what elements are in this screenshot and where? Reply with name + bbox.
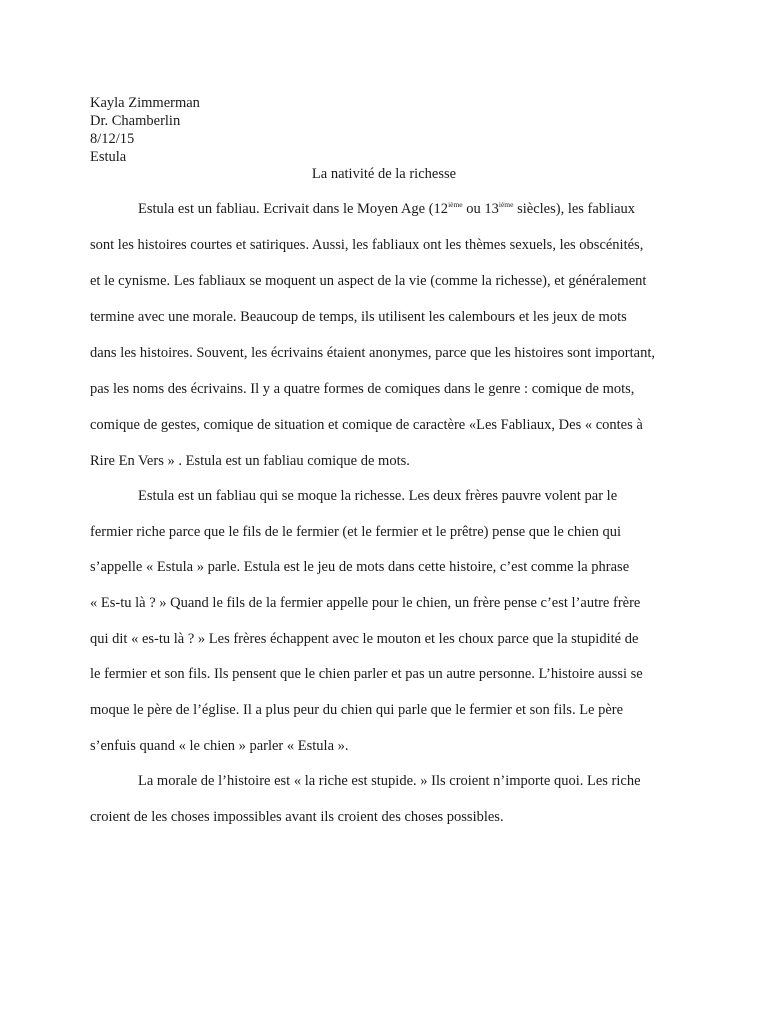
paragraph-line: pas les noms des écrivains. Il y a quatre formes de comiques dans le genre : comique de mots, <box>90 381 635 397</box>
superscript: ième <box>498 200 514 209</box>
paragraph-line: le fermier et son fils. Ils pensent que le chien parler et pas un autre personne. L’histoire aussi se <box>90 666 643 682</box>
paragraph-line: moque le père de l’église. Il a plus peur du chien qui parle que le fermier et son fils. Le père <box>90 702 624 718</box>
paragraph-line: Estula est un fabliau qui se moque la richesse. Les deux frères pauvre volent par le <box>138 488 618 504</box>
date: 8/12/15 <box>90 131 135 147</box>
paragraph-line: fermier riche parce que le fils de le fermier (et le fermier et le prêtre) pense que le chien qui <box>90 524 621 540</box>
text-run: ou 13 <box>462 201 499 217</box>
document-title: La nativité de la richesse <box>311 166 457 182</box>
paragraph-line: termine avec une morale. Beaucoup de temps, ils utilisent les calembours et les jeux de mots <box>90 309 627 325</box>
paragraph-line: comique de gestes, comique de situation et comique de caractère «Les Fabliaux, Des « contes à <box>90 417 643 433</box>
header-block <box>90 94 200 166</box>
paragraph-line: « Es-tu là ? » Quand le fils de la fermier appelle pour le chien, un frère pense c’est l’autre frère <box>90 595 641 611</box>
course-subject: Estula <box>90 149 127 165</box>
paragraph-line: dans les histoires. Souvent, les écrivains étaient anonymes, parce que les histoires sont important, <box>90 345 655 361</box>
paragraph-line: s’appelle « Estula » parle. Estula est le jeu de mots dans cette histoire, c’est comme la phrase <box>90 559 630 575</box>
paragraph-line: croient de les choses impossibles avant ils croient des choses possibles. <box>90 809 504 825</box>
paragraph-line: et le cynisme. Les fabliaux se moquent un aspect de la vie (comme la richesse), et généralement <box>90 273 647 289</box>
author-name: Kayla Zimmerman <box>90 95 200 111</box>
paragraph-line: sont les histoires courtes et satiriques. Aussi, les fabliaux ont les thèmes sexuels, les obscénités, <box>90 237 644 253</box>
paragraph-line: s’enfuis quand « le chien » parler « Estula ». <box>90 738 349 754</box>
paragraph-line: qui dit « es-tu là ? » Les frères échappent avec le mouton et les choux parce que la stupidité de <box>90 631 639 647</box>
paragraph-line: Rire En Vers » . Estula est un fabliau comique de mots. <box>90 453 410 469</box>
paragraph-line: La morale de l’histoire est « la riche est stupide. » Ils croient n’importe quoi. Les riche <box>138 773 641 789</box>
instructor-name: Dr. Chamberlin <box>90 113 181 129</box>
text-run: Estula est un fabliau. Ecrivait dans le Moyen Age (12 <box>138 201 449 217</box>
text-run: siècles), les fabliaux <box>513 201 636 217</box>
paragraph-line <box>138 200 635 218</box>
superscript: ième <box>448 200 463 209</box>
